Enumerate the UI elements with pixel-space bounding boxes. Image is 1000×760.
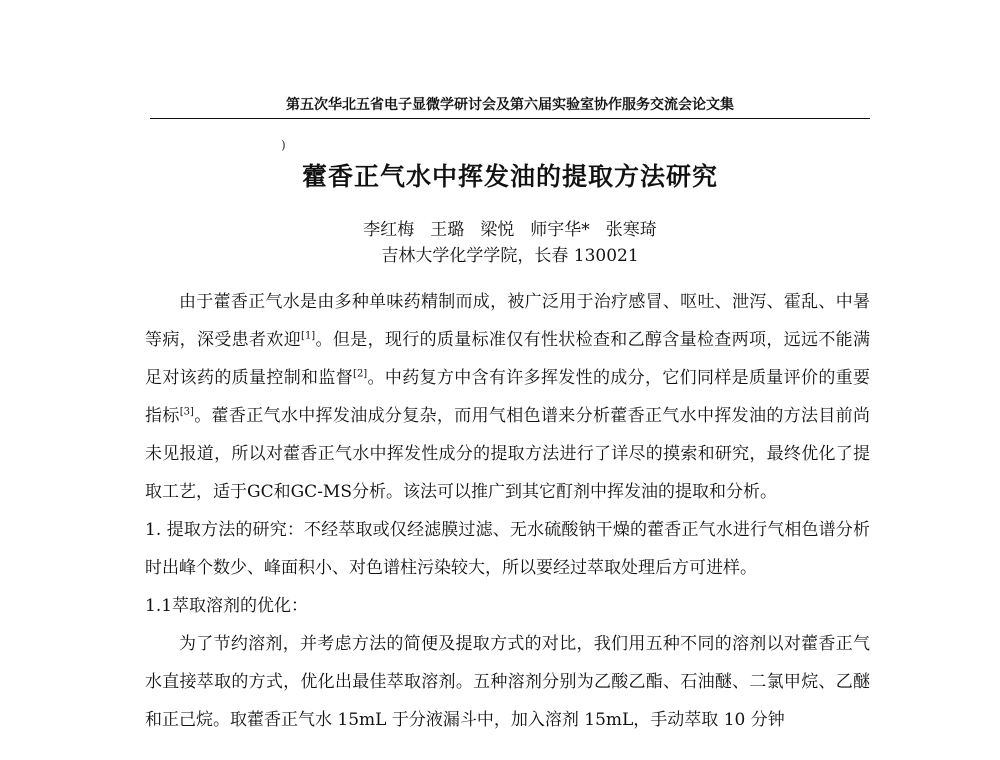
author: 王璐 <box>430 220 465 240</box>
affiliation: 吉林大学化学学院，长春 130021 <box>381 246 639 266</box>
citation-ref: [2] <box>353 368 368 380</box>
citation-ref: [3] <box>179 406 194 418</box>
citation-ref: [1] <box>301 330 316 342</box>
author: 李红梅 <box>363 220 415 240</box>
header-rule <box>150 118 870 119</box>
article-body <box>145 283 870 739</box>
stray-mark: ) <box>281 138 286 152</box>
proceedings-header: 第五次华北五省电子显微学研讨会及第六届实验室协作服务交流会论文集 <box>286 97 734 113</box>
author-list <box>150 215 870 240</box>
article-title: 藿香正气水中挥发油的提取方法研究 <box>301 162 718 191</box>
author: 张寒琦 <box>605 220 657 240</box>
author: 师宇华* <box>530 220 590 240</box>
paragraph-solvent: 为了节约溶剂，并考虑方法的简便及提取方式的对比，我们用五种不同的溶剂以对藿香正气水直接萃取的方式，优化出最佳萃取溶剂。五种溶剂分别为乙酸乙酯、石油醚、二氯甲烷、乙醚和正己烷。取藿香正气水 15mL 于分液漏斗中，加入溶剂 15mL，手动萃取 10 分钟 <box>145 634 870 730</box>
section-extraction-method: 1. 提取方法的研究：不经萃取或仅经滤膜过滤、无水硫酸钠干燥的藿香正气水进行气相色谱分析时出峰个数少、峰面积小、对色谱柱污染较大，所以要经过萃取处理后方可进样。 <box>145 520 870 578</box>
paragraph-intro: 由于藿香正气水是由多种单味药精制而成，被广泛用于治疗感冒、呕吐、泄泻、霍乱、中暑等病，深受患者欢迎[1]。但是，现行的质量标准仅有性状检查和乙醇含量检查两项，远远不能满足对该药的质量控制和监督[2]。中药复方中含有许多挥发性的成分，它们同样是质量评价的重要指标[3]。藿香正气水中挥发油成分复杂，而用气相色谱来分析藿香正气水中挥发油的方法目前尚未见报道，所以对藿香正气水中挥发性成分的提取方法进行了详尽的摸索和研究，最终优化了提取工艺，适于GC和GC-MS分析。该法可以推广到其它酊剂中挥发油的提取和分析。 <box>145 292 871 502</box>
subsection-solvent-optimization: 1.1萃取溶剂的优化： <box>145 596 309 616</box>
author: 梁悦 <box>480 220 515 240</box>
